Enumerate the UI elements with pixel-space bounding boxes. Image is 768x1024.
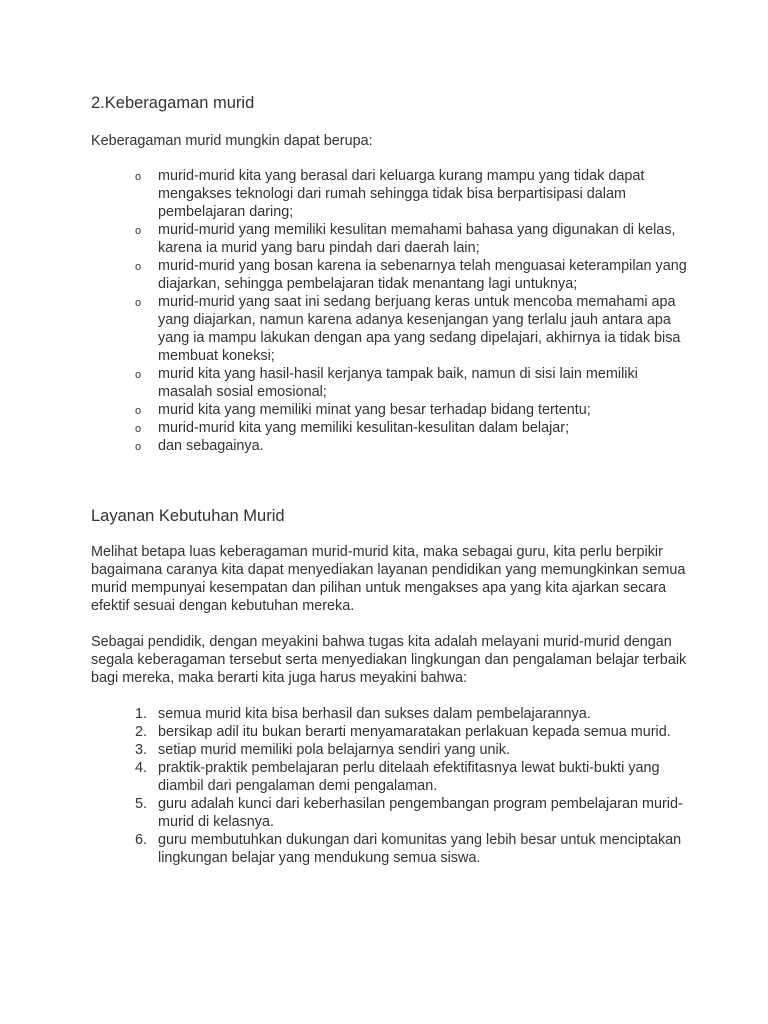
list-item: [91, 365, 691, 401]
list-item: [91, 419, 691, 437]
bullet-marker: o: [135, 225, 142, 237]
list-item-text: murid-murid kita yang memiliki kesulitan-kesulitan dalam belajar;: [158, 420, 570, 436]
list-item-text: semua murid kita bisa berhasil dan sukses dalam pembelajarannya.: [158, 706, 591, 722]
list-item-text: murid-murid yang memiliki kesulitan memahami bahasa yang digunakan di kelas, karena ia murid yang baru pindah dari daerah lain;: [158, 222, 676, 256]
bullet-marker: o: [135, 405, 142, 417]
list-item-text: murid-murid kita yang berasal dari keluarga kurang mampu yang tidak dapat mengakses teknologi dari rumah sehingga tidak bisa berpartisipasi dalam pembelajaran daring;: [158, 168, 645, 220]
bullet-marker: o: [135, 171, 142, 183]
item-number: 4.: [135, 760, 148, 776]
list-item: [91, 759, 691, 795]
bullet-marker: o: [135, 261, 142, 273]
list-item: [91, 437, 691, 455]
list-item-text: setiap murid memiliki pola belajarnya sendiri yang unik.: [158, 742, 510, 758]
bullet-marker: o: [135, 369, 142, 381]
item-number: 2.: [135, 724, 148, 740]
list-item: [91, 257, 691, 293]
document-page: [91, 92, 691, 867]
list-item: [91, 795, 691, 831]
list-item-text: murid-murid yang saat ini sedang berjuang keras untuk mencoba memahami apa yang diajarkan, namun karena adanya kesenjangan yang terlalu jauh antara apa yang ia mampu lakukan dengan apa yang sedang dipelajari, akhirnya ia tidak bisa membuat koneksi;: [158, 294, 681, 364]
section-heading-keberagaman: 2.Keberagaman murid: [91, 94, 255, 112]
bullet-list: [91, 167, 691, 455]
item-number: 6.: [135, 832, 148, 848]
item-number: 5.: [135, 796, 148, 812]
section-heading-layanan: Layanan Kebutuhan Murid: [91, 507, 285, 525]
list-item-text: praktik-praktik pembelajaran perlu ditelaah efektifitasnya lewat bukti-bukti yang diambil dari pengalaman demi pengalaman.: [158, 760, 660, 794]
bullet-marker: o: [135, 441, 142, 453]
list-item-text: murid kita yang hasil-hasil kerjanya tampak baik, namun di sisi lain memiliki masalah sosial emosional;: [158, 366, 638, 400]
list-item: [91, 401, 691, 419]
list-item: [91, 741, 691, 759]
list-item-text: guru membutuhkan dukungan dari komunitas yang lebih besar untuk menciptakan lingkungan belajar yang mendukung semua siswa.: [158, 832, 682, 866]
paragraph-1: Melihat betapa luas keberagaman murid-murid kita, maka sebagai guru, kita perlu berpikir bagaimana caranya kita dapat menyediakan layanan pendidikan yang memungkinkan semua murid mempunyai kesempatan dan pilihan untuk mengakses apa yang kita ajarkan secara efektif sesuai dengan kebutuhan mereka.: [91, 544, 686, 614]
intro-paragraph: Keberagaman murid mungkin dapat berupa:: [91, 133, 373, 149]
list-item-text: bersikap adil itu bukan berarti menyamaratakan perlakuan kepada semua murid.: [158, 724, 671, 740]
list-item-text: dan sebagainya.: [158, 438, 264, 454]
list-item: [91, 705, 691, 723]
item-number: 1.: [135, 706, 148, 722]
list-item: [91, 167, 691, 221]
list-item-text: murid kita yang memiliki minat yang besar terhadap bidang tertentu;: [158, 402, 591, 418]
list-item-text: murid-murid yang bosan karena ia sebenarnya telah menguasai keterampilan yang diajarkan, sehingga pembelajaran tidak menantang lagi untuknya;: [158, 258, 687, 292]
paragraph-2: Sebagai pendidik, dengan meyakini bahwa tugas kita adalah melayani murid-murid dengan segala keberagaman tersebut serta menyediakan lingkungan dan pengalaman belajar terbaik bagi mereka, maka berarti kita juga harus meyakini bahwa:: [91, 634, 687, 686]
numbered-list: [91, 705, 691, 867]
list-item-text: guru adalah kunci dari keberhasilan pengembangan program pembelajaran murid-murid di kelasnya.: [158, 796, 683, 830]
list-item: [91, 221, 691, 257]
bullet-marker: o: [135, 423, 142, 435]
list-item: [91, 293, 691, 365]
list-item: [91, 831, 691, 867]
item-number: 3.: [135, 742, 148, 758]
list-item: [91, 723, 691, 741]
bullet-marker: o: [135, 297, 142, 309]
